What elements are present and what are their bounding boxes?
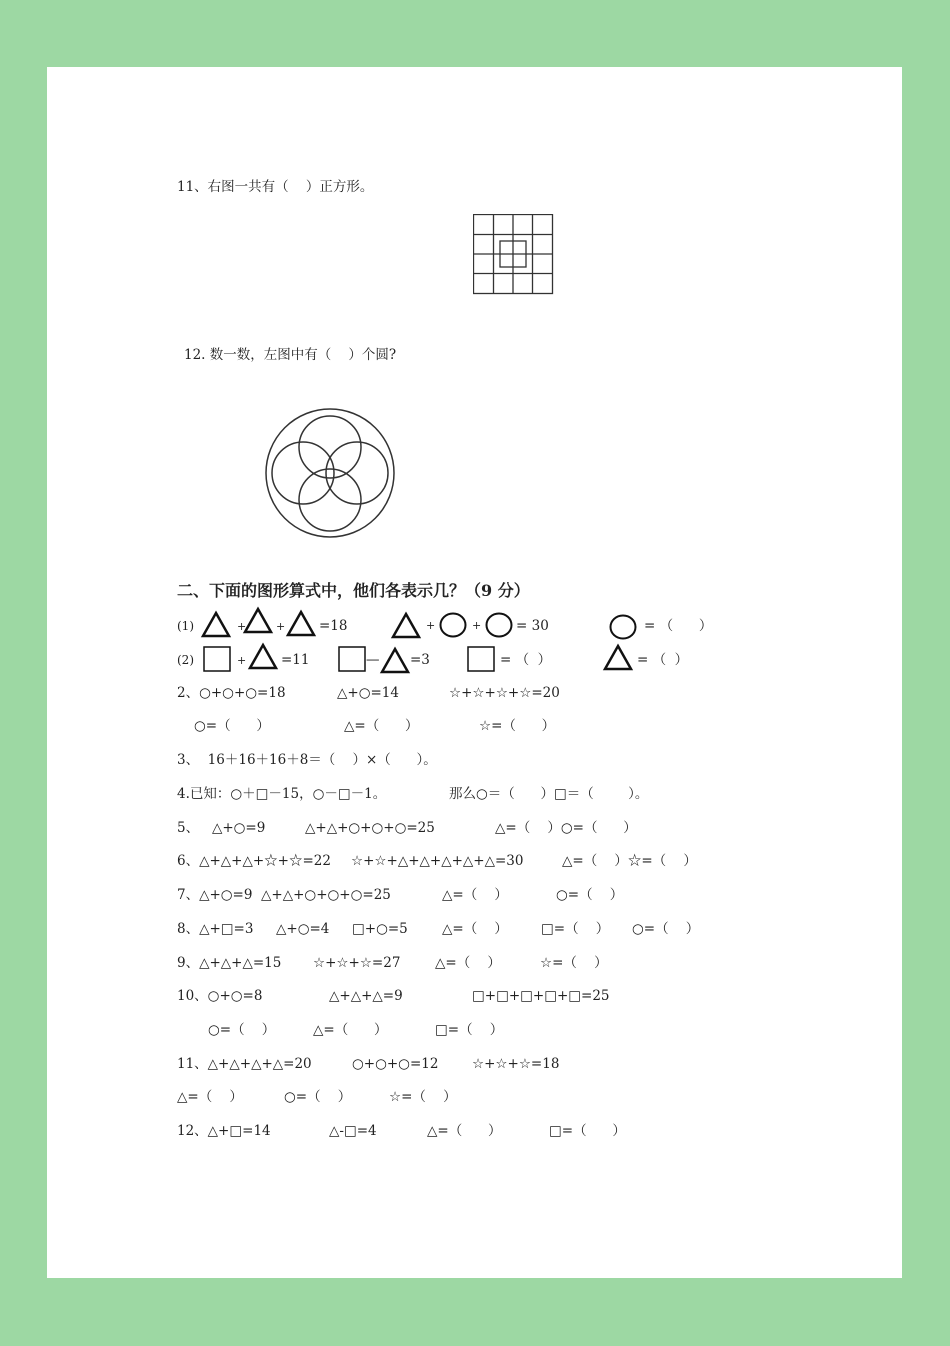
problem-line: 那么○＝（ ）□＝（ ）。: [449, 786, 649, 802]
section-2-heading: 二、下面的图形算式中，他们各表示几？（9 分）: [177, 581, 530, 600]
problem-line: △-□=4: [329, 1123, 377, 1139]
problem-line: △+○=4: [276, 921, 330, 937]
triangle-icon: [248, 643, 278, 670]
problem-line: 2、○+○+○=18: [177, 685, 286, 701]
circle-icon: [485, 612, 513, 638]
plus-sign: +: [276, 620, 286, 633]
problem-line: 9、△+△+△=15: [177, 955, 282, 971]
problem-line: □+□+□+□+□=25: [472, 988, 610, 1004]
problem-line: 11、△+△+△+△=20: [177, 1056, 312, 1072]
answer-blank: △=（ ）: [344, 718, 419, 734]
equation-result: = 30: [516, 618, 549, 634]
square-grid-figure: [473, 214, 554, 295]
problem-line: 8、△+□=3: [177, 921, 254, 937]
triangle-icon: [243, 607, 273, 634]
answer-blank: ○=（ ）: [632, 921, 700, 937]
triangle-icon: [391, 612, 421, 639]
triangle-icon: [286, 610, 316, 637]
problem-1-label: (1): [177, 619, 194, 633]
question-11: 11、右图一共有（ ）正方形。: [177, 179, 374, 195]
answer-blank: □=（ ）: [435, 1022, 504, 1038]
answer-blank: ☆=（ ）: [540, 955, 608, 971]
triangle-icon: [603, 644, 633, 671]
problem-line: 6、△+△+△+☆+☆=22: [177, 853, 331, 869]
equation-result: =11: [281, 652, 310, 668]
answer-blank: ○=（ ）: [556, 887, 624, 903]
answer-blank: ○=（ ）: [194, 718, 270, 734]
answer-blank: △=（ ）☆=（ ）: [562, 853, 697, 869]
triangle-icon: [380, 647, 410, 674]
problem-line: ☆+☆+☆+☆=20: [449, 685, 560, 701]
problem-line: ☆+☆+☆=18: [472, 1056, 560, 1072]
problem-line: △+○=14: [337, 685, 399, 701]
problem-2-label: (2): [177, 653, 194, 667]
answer-blank: △=（ ）: [442, 887, 508, 903]
overlapping-circles-figure: [263, 407, 398, 542]
plus-sign: +: [472, 619, 482, 632]
minus-sign: —: [366, 652, 380, 668]
problem-line: 5、 △+○=9: [177, 820, 266, 836]
problem-line: 10、○+○=8: [177, 988, 263, 1004]
plus-sign: +: [237, 654, 247, 667]
answer-blank: □=（ ）: [541, 921, 610, 937]
answer-blank: = （ ）: [500, 652, 552, 668]
answer-blank: △=（ ）○=（ ）: [495, 820, 637, 836]
circle-icon: [439, 612, 467, 638]
answer-blank: △=（ ）: [435, 955, 501, 971]
equation-result: =3: [410, 652, 430, 668]
square-icon: [203, 646, 231, 672]
answer-blank: △=（ ）: [177, 1089, 243, 1105]
answer-blank: ○=（ ）: [208, 1022, 276, 1038]
square-icon: [467, 646, 495, 672]
square-icon: [338, 646, 366, 672]
answer-blank: □=（ ）: [549, 1123, 626, 1139]
problem-line: △+△+△=9: [329, 988, 403, 1004]
problem-line: □+○=5: [352, 921, 408, 937]
problem-line: 12、△+□=14: [177, 1123, 271, 1139]
answer-blank: ☆=（ ）: [479, 718, 556, 734]
problem-line: 4.已知：○＋□－15，○－□－1。: [177, 786, 387, 802]
triangle-icon: [201, 611, 231, 638]
problem-line: ☆+☆+△+△+△+△+△=30: [351, 853, 524, 869]
answer-blank: = （ ）: [637, 652, 689, 668]
answer-blank: △=（ ）: [442, 921, 508, 937]
answer-blank: ○=（ ）: [284, 1089, 352, 1105]
answer-blank: ☆=（ ）: [389, 1089, 457, 1105]
answer-blank: △=（ ）: [313, 1022, 388, 1038]
plus-sign: +: [237, 620, 247, 633]
problem-line: △+△+○+○+○=25: [305, 820, 435, 836]
plus-sign: +: [426, 619, 436, 632]
equation-result: =18: [319, 618, 348, 634]
question-12: 12. 数一数，左图中有（ ）个圆?: [184, 347, 397, 363]
answer-blank: △=（ ）: [427, 1123, 502, 1139]
worksheet-page: [47, 67, 902, 1278]
answer-blank: = （ ）: [644, 618, 713, 634]
problem-line: 7、△+○=9 △+△+○+○+○=25: [177, 887, 391, 903]
problem-line: ☆+☆+☆=27: [313, 955, 401, 971]
circle-icon: [609, 614, 637, 640]
problem-line: ○+○+○=12: [352, 1056, 439, 1072]
problem-line: 3、 16＋16＋16＋8＝（ ）×（ ）。: [177, 752, 437, 768]
